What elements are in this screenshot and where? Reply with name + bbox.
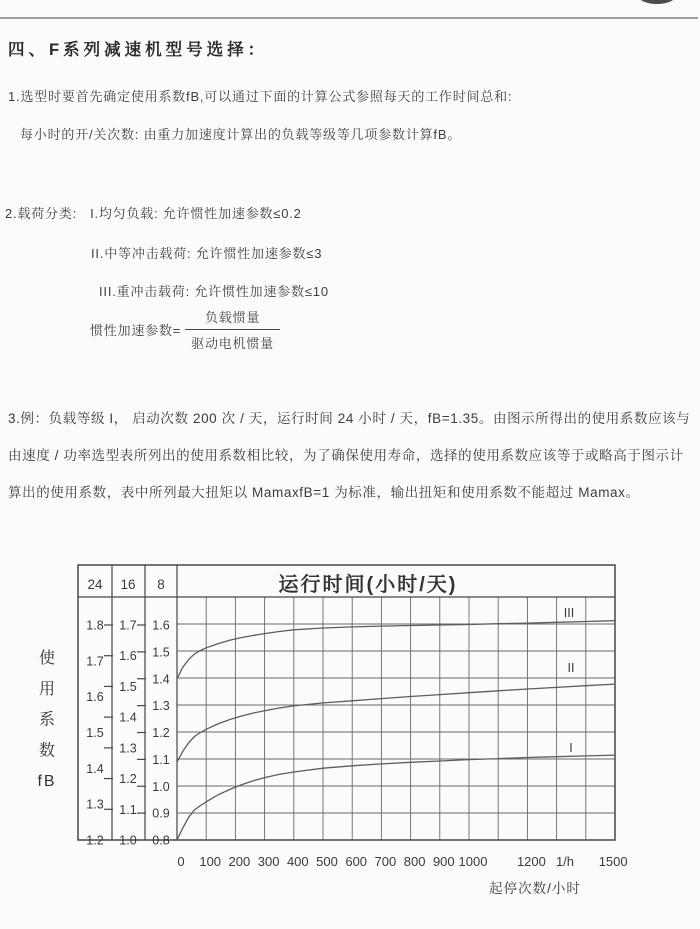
load-class-label: 2.载荷分类: — [5, 206, 78, 221]
y-tick-label: 1.2 — [119, 772, 137, 787]
y-tick-label: 1.6 — [86, 690, 104, 705]
y-tick-label: 1.3 — [86, 797, 104, 812]
paragraph-step3-line2: 由速度 / 功率选型表所列出的使用系数相比较，为了确保使用寿命，选择的使用系数应该等于或略高于图示计 — [8, 448, 684, 463]
curve-III — [177, 621, 615, 679]
x-tick-label: 300 — [257, 854, 280, 869]
load-class-row — [5, 203, 302, 222]
curve-label-I: I — [569, 741, 573, 755]
paragraph-step3-line1: 3.例：负载等级 I， 启动次数 200 次 / 天，运行时间 24 小时 / 天，fB=1.35。由图示所得出的使用系数应该与 — [8, 411, 691, 426]
y-tick-label: 1.6 — [119, 649, 137, 664]
x-tick-label: 200 — [228, 854, 251, 869]
formula-lhs: 惯性加速参数= — [90, 323, 182, 338]
curve-II — [177, 684, 615, 762]
y-tick-label: 0.9 — [152, 806, 170, 821]
y-tick-label: 1.4 — [119, 710, 137, 725]
x-tick-label: 500 — [316, 854, 338, 869]
x-tick-label: 400 — [286, 854, 309, 869]
x-tick-label: 100 — [199, 854, 222, 869]
x-tick-label: 1500 — [598, 854, 628, 869]
y-axis-caption-char: fB — [37, 773, 57, 791]
paragraph-step3 — [8, 400, 700, 511]
y-tick-label: 1.2 — [152, 726, 170, 740]
hours-col-header-24: 24 — [87, 577, 103, 592]
y-tick-label: 1.1 — [152, 752, 170, 767]
x-tick-label: 700 — [374, 854, 397, 869]
y-tick-label: 1.4 — [86, 761, 104, 776]
y-tick-label: 1.0 — [119, 833, 137, 848]
formula-denominator: 驱动电机惯量 — [185, 329, 280, 352]
y-axis-caption-char: 数 — [38, 742, 56, 760]
y-tick-label: 1.4 — [152, 672, 170, 687]
y-tick-label: 1.3 — [152, 699, 170, 714]
y-tick-label: 1.5 — [86, 726, 104, 740]
y-tick-label: 1.7 — [86, 654, 104, 669]
chart-title: 运行时间(小时/天) — [278, 574, 458, 596]
paragraph-step1-line1: 1.选型时要首先确定使用系数fB,可以通过下面的计算公式参照每天的工作时间总和: — [8, 89, 513, 104]
load-class-item-1: I.均匀负载: 允许惯性加速参数≤0.2 — [90, 206, 302, 221]
y-axis-caption-char: 用 — [38, 680, 56, 698]
x-tick-label: 800 — [403, 854, 426, 869]
curve-label-III: III — [563, 606, 575, 620]
x-tick-label: 600 — [345, 854, 368, 869]
paragraph-step1-line2: 每小时的开/关次数: 由重力加速度计算出的负载等级等几项参数计算fB。 — [20, 127, 462, 142]
inertia-formula — [90, 307, 280, 352]
y-tick-label: 1.5 — [119, 679, 137, 694]
paragraph-step3-line3: 算出的使用系数，表中所列最大扭矩以 MamaxfB=1 为标准，输出扭矩和使用系数不能超过 Mamax。 — [8, 485, 640, 500]
formula-numerator: 负载惯量 — [205, 310, 261, 325]
curve-I — [177, 755, 615, 840]
fb-selection-chart — [0, 550, 700, 929]
load-class-item-3: III.重冲击载荷: 允许惯性加速参数≤10 — [99, 284, 329, 299]
x-tick-label: 1200 — [516, 854, 546, 869]
x-tick-label: 1000 — [458, 854, 488, 869]
y-tick-label: 1.3 — [119, 741, 137, 756]
y-tick-label: 1.1 — [119, 802, 137, 817]
y-axis-caption-char: 系 — [38, 711, 56, 729]
formula-fraction — [185, 307, 280, 352]
page-corner-ornament-icon — [638, 0, 676, 4]
y-axis-caption-char: 使 — [38, 650, 56, 667]
y-tick-label: 1.6 — [152, 618, 170, 633]
curve-label-II: II — [567, 661, 575, 675]
y-tick-label: 1.5 — [152, 645, 170, 660]
y-tick-label: 1.0 — [152, 779, 170, 794]
y-tick-label: 1.7 — [119, 618, 137, 633]
y-tick-label: 1.8 — [86, 618, 104, 633]
x-axis-caption: 起停次数/小时 — [489, 881, 581, 896]
x-tick-label: 900 — [432, 854, 455, 869]
x-tick-label: 1/h — [555, 854, 575, 869]
hours-col-header-8: 8 — [157, 577, 165, 592]
x-tick-label: 0 — [177, 854, 185, 869]
page-title: 四、F系列减速机型号选择： — [8, 41, 269, 59]
load-class-item-2: II.中等冲击载荷: 允许惯性加速参数≤3 — [91, 246, 323, 261]
header-rule — [0, 17, 698, 19]
y-tick-label: 0.8 — [152, 833, 170, 848]
y-tick-label: 1.2 — [86, 833, 104, 848]
hours-col-header-16: 16 — [120, 577, 136, 592]
